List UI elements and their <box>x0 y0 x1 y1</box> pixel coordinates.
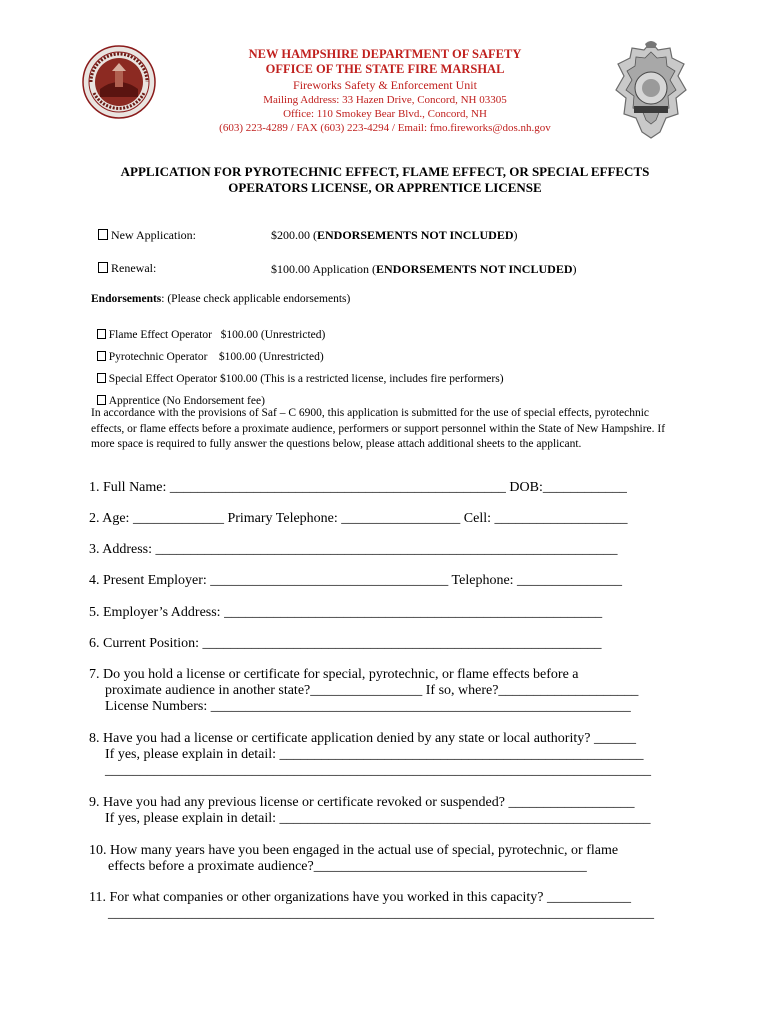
question-8-line1[interactable]: 8. Have you had a license or certificate application denied by any state or local authority? ______ <box>89 731 636 746</box>
unit-name: Fireworks Safety & Enforcement Unit <box>293 78 477 92</box>
endorsements-heading: Endorsements: (Please check applicable endorsements) <box>91 293 351 305</box>
apprentice-checkbox[interactable] <box>97 395 106 405</box>
question-employer-address[interactable]: 5. Employer’s Address: ______________________________________________________ <box>89 605 603 620</box>
question-employer[interactable]: 4. Present Employer: __________________________________ Telephone: _______________ <box>89 573 623 588</box>
question-7-line2[interactable]: proximate audience in another state?________________ If so, where?____________________ <box>105 683 639 698</box>
form-title-line2: OPERATORS LICENSE, OR APPRENTICE LICENSE <box>228 180 542 195</box>
question-10-line1: 10. How many years have you been engaged in the actual use of special, pyrotechnic, or flame <box>89 843 619 858</box>
question-7-line1: 7. Do you hold a license or certificate for special, pyrotechnic, or flame effects before a <box>89 667 579 682</box>
question-8-explain-cont[interactable]: ______________________________________________________________________________ <box>105 763 651 778</box>
renewal-option[interactable] <box>98 261 156 276</box>
office-name: OFFICE OF THE STATE FIRE MARSHAL <box>265 62 505 76</box>
endorsement-flame-effect[interactable]: Flame Effect Operator $100.00 (Unrestricted) <box>91 313 325 343</box>
intro-paragraph: In accordance with the provisions of Saf – C 6900, this application is submitted for the use of special effects, pyrotechnic effects, or flame effects before a proximate audience, performers or support personnel within the State of New Hampshire. If more space is required to fully answer the questions below, please attach additional sheets to the applicant. <box>91 407 666 450</box>
question-9-explain[interactable]: If yes, please explain in detail: _____________________________________________________ <box>105 811 651 826</box>
endorsement-pyrotechnic[interactable]: Pyrotechnic Operator $100.00 (Unrestricted) <box>91 335 324 365</box>
contact-line: (603) 223-4289 / FAX (603) 223-4294 / Email: fmo.fireworks@dos.nh.gov <box>219 122 551 134</box>
question-7-license-numbers[interactable]: License Numbers: ____________________________________________________________ <box>105 699 631 714</box>
new-application-fee: $200.00 (ENDORSEMENTS NOT INCLUDED) <box>271 228 518 242</box>
endorsement-special-effect[interactable]: Special Effect Operator $100.00 (This is a restricted license, includes fire performers) <box>91 357 504 387</box>
question-11-line2[interactable]: ______________________________________________________________________________ <box>108 906 654 921</box>
renewal-fee: $100.00 Application (ENDORSEMENTS NOT INCLUDED) <box>271 262 577 276</box>
new-application-option[interactable] <box>98 228 196 243</box>
mailing-address: Mailing Address: 33 Hazen Drive, Concord, NH 03305 <box>263 94 507 106</box>
question-8-explain[interactable]: If yes, please explain in detail: ____________________________________________________ <box>105 747 644 762</box>
question-address[interactable]: 3. Address: __________________________________________________________________ <box>89 542 618 557</box>
form-title-line1: APPLICATION FOR PYROTECHNIC EFFECT, FLAME EFFECT, OR SPECIAL EFFECTS <box>120 164 650 179</box>
question-current-position[interactable]: 6. Current Position: _________________________________________________________ <box>89 636 602 651</box>
office-address: Office: 110 Smokey Bear Blvd., Concord, NH <box>283 108 487 120</box>
question-age-phone[interactable]: 2. Age: _____________ Primary Telephone: _________________ Cell: ___________________ <box>89 511 628 526</box>
question-11-line1[interactable]: 11. For what companies or other organizations have you worked in this capacity? ____________ <box>89 890 631 905</box>
question-full-name[interactable]: 1. Full Name: ________________________________________________ DOB:____________ <box>89 480 627 495</box>
new-application-label: New Application: <box>111 228 196 242</box>
new-application-checkbox[interactable] <box>98 229 108 240</box>
renewal-label: Renewal: <box>111 261 157 275</box>
department-name: NEW HAMPSHIRE DEPARTMENT OF SAFETY <box>248 47 522 61</box>
question-9-line1[interactable]: 9. Have you had any previous license or certificate revoked or suspended? __________________ <box>89 795 635 810</box>
endorsement-apprentice[interactable]: Apprentice (No Endorsement fee) <box>91 379 265 409</box>
renewal-checkbox[interactable] <box>98 262 108 273</box>
question-10-line2[interactable]: effects before a proximate audience?_______________________________________ <box>108 859 587 874</box>
